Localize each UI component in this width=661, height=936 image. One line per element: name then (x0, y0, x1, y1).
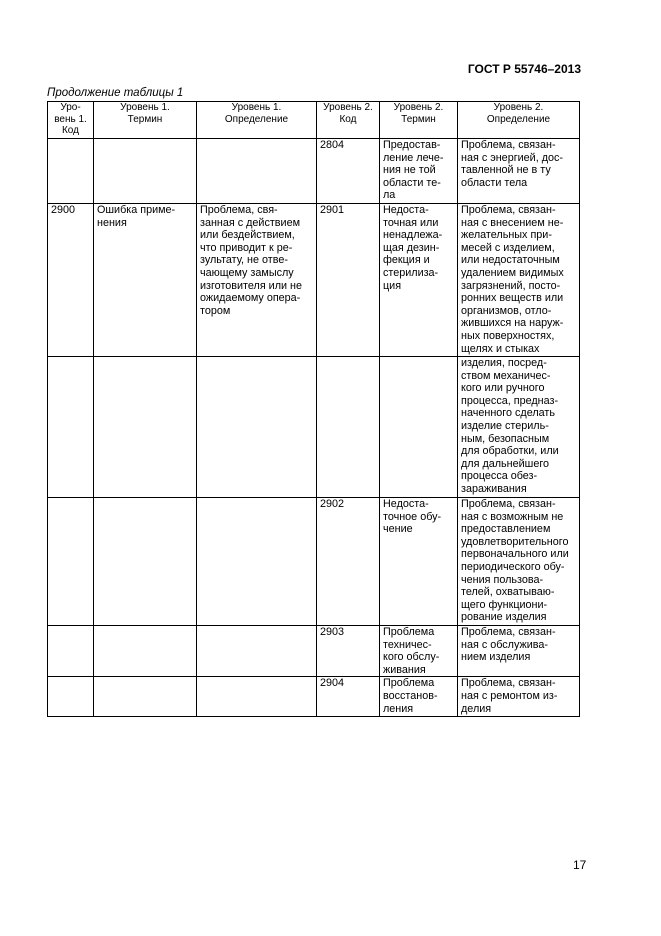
l1-definition-cell: Проблема, свя- занная с действием или бездействием, что приводит к ре- зультату, не отве- чающему замыслу изготовителя или не ожидаемому опера- тором (197, 204, 317, 357)
l1-term-cell (94, 626, 197, 677)
l2-code-cell: 2904 (317, 677, 380, 717)
l2-definition-cell: Проблема, связан- ная с возможным не предоставлением удовлетворительного первоначального или периодического обу- чения пользова- телей, охватываю- щего функциони- рование изделия (458, 498, 580, 626)
l1-code-cell (48, 139, 94, 204)
l1-term-cell: Ошибка приме- нения (94, 204, 197, 357)
col-header-l2-code: Уровень 2. Код (317, 102, 380, 139)
l2-term-cell: Недоста- точное обу- чение (380, 498, 458, 626)
table-caption: Продолжение таблицы 1 (47, 87, 184, 99)
l2-code-cell: 2804 (317, 139, 380, 204)
col-header-l1-definition: Уровень 1. Определение (197, 102, 317, 139)
l2-term-cell: Проблема техничес- кого обслу- живания (380, 626, 458, 677)
l2-code-cell: 2901 (317, 204, 380, 357)
col-header-l2-definition: Уровень 2. Определение (458, 102, 580, 139)
standard-code: ГОСТ Р 55746–2013 (467, 62, 581, 76)
col-header-l1-code: Уро- вень 1. Код (48, 102, 94, 139)
l2-term-cell: Недоста- точная или ненадлежа- щая дезин- фекция и стерилиза- ция (380, 204, 458, 357)
l1-definition-cell (197, 498, 317, 626)
table-row (48, 204, 580, 357)
l1-code-cell (48, 357, 94, 498)
l2-definition-cell: изделия, посред- ством механичес- кого или ручного процесса, предназ- наченного сделать изделие стериль- ным, безопасным для обработки, или для дальнейшего процесса обез- зараживания (458, 357, 580, 498)
l1-definition-cell (197, 626, 317, 677)
table-row (48, 357, 580, 498)
l1-definition-cell (197, 357, 317, 498)
l2-definition-cell: Проблема, связан- ная с внесением не- желательных при- месей с изделием, или недостаточным удалением видимых загрязнений, посто- ронних веществ или организмов, отло- жившихся на наруж- ных поверхностях, щелях и стыках (458, 204, 580, 357)
l1-definition-cell (197, 139, 317, 204)
l1-term-cell (94, 677, 197, 717)
l2-term-cell (380, 357, 458, 498)
l1-term-cell (94, 139, 197, 204)
l2-term-cell: Проблема восстанов- ления (380, 677, 458, 717)
l2-definition-cell: Проблема, связан- ная с ремонтом из- делия (458, 677, 580, 717)
table-row (48, 139, 580, 204)
l2-code-cell (317, 357, 380, 498)
l2-term-cell: Предостав- ление лече- ния не той области те- ла (380, 139, 458, 204)
l2-code-cell: 2902 (317, 498, 380, 626)
col-header-l2-term: Уровень 2. Термин (380, 102, 458, 139)
l1-code-cell: 2900 (48, 204, 94, 357)
table-header-row (48, 102, 580, 139)
l1-code-cell (48, 677, 94, 717)
table-row (48, 677, 580, 717)
l1-code-cell (48, 626, 94, 677)
col-header-l1-term: Уровень 1. Термин (94, 102, 197, 139)
l1-definition-cell (197, 677, 317, 717)
l1-term-cell (94, 357, 197, 498)
table-row (48, 498, 580, 626)
table-row (48, 626, 580, 677)
page-number: 17 (573, 858, 587, 872)
l1-code-cell (48, 498, 94, 626)
l1-term-cell (94, 498, 197, 626)
l2-definition-cell: Проблема, связан- ная с обслужива- нием изделия (458, 626, 580, 677)
l2-code-cell: 2903 (317, 626, 380, 677)
l2-definition-cell: Проблема, связан- ная с энергией, дос- тавленной не в ту области тела (458, 139, 580, 204)
classification-table (47, 101, 580, 717)
